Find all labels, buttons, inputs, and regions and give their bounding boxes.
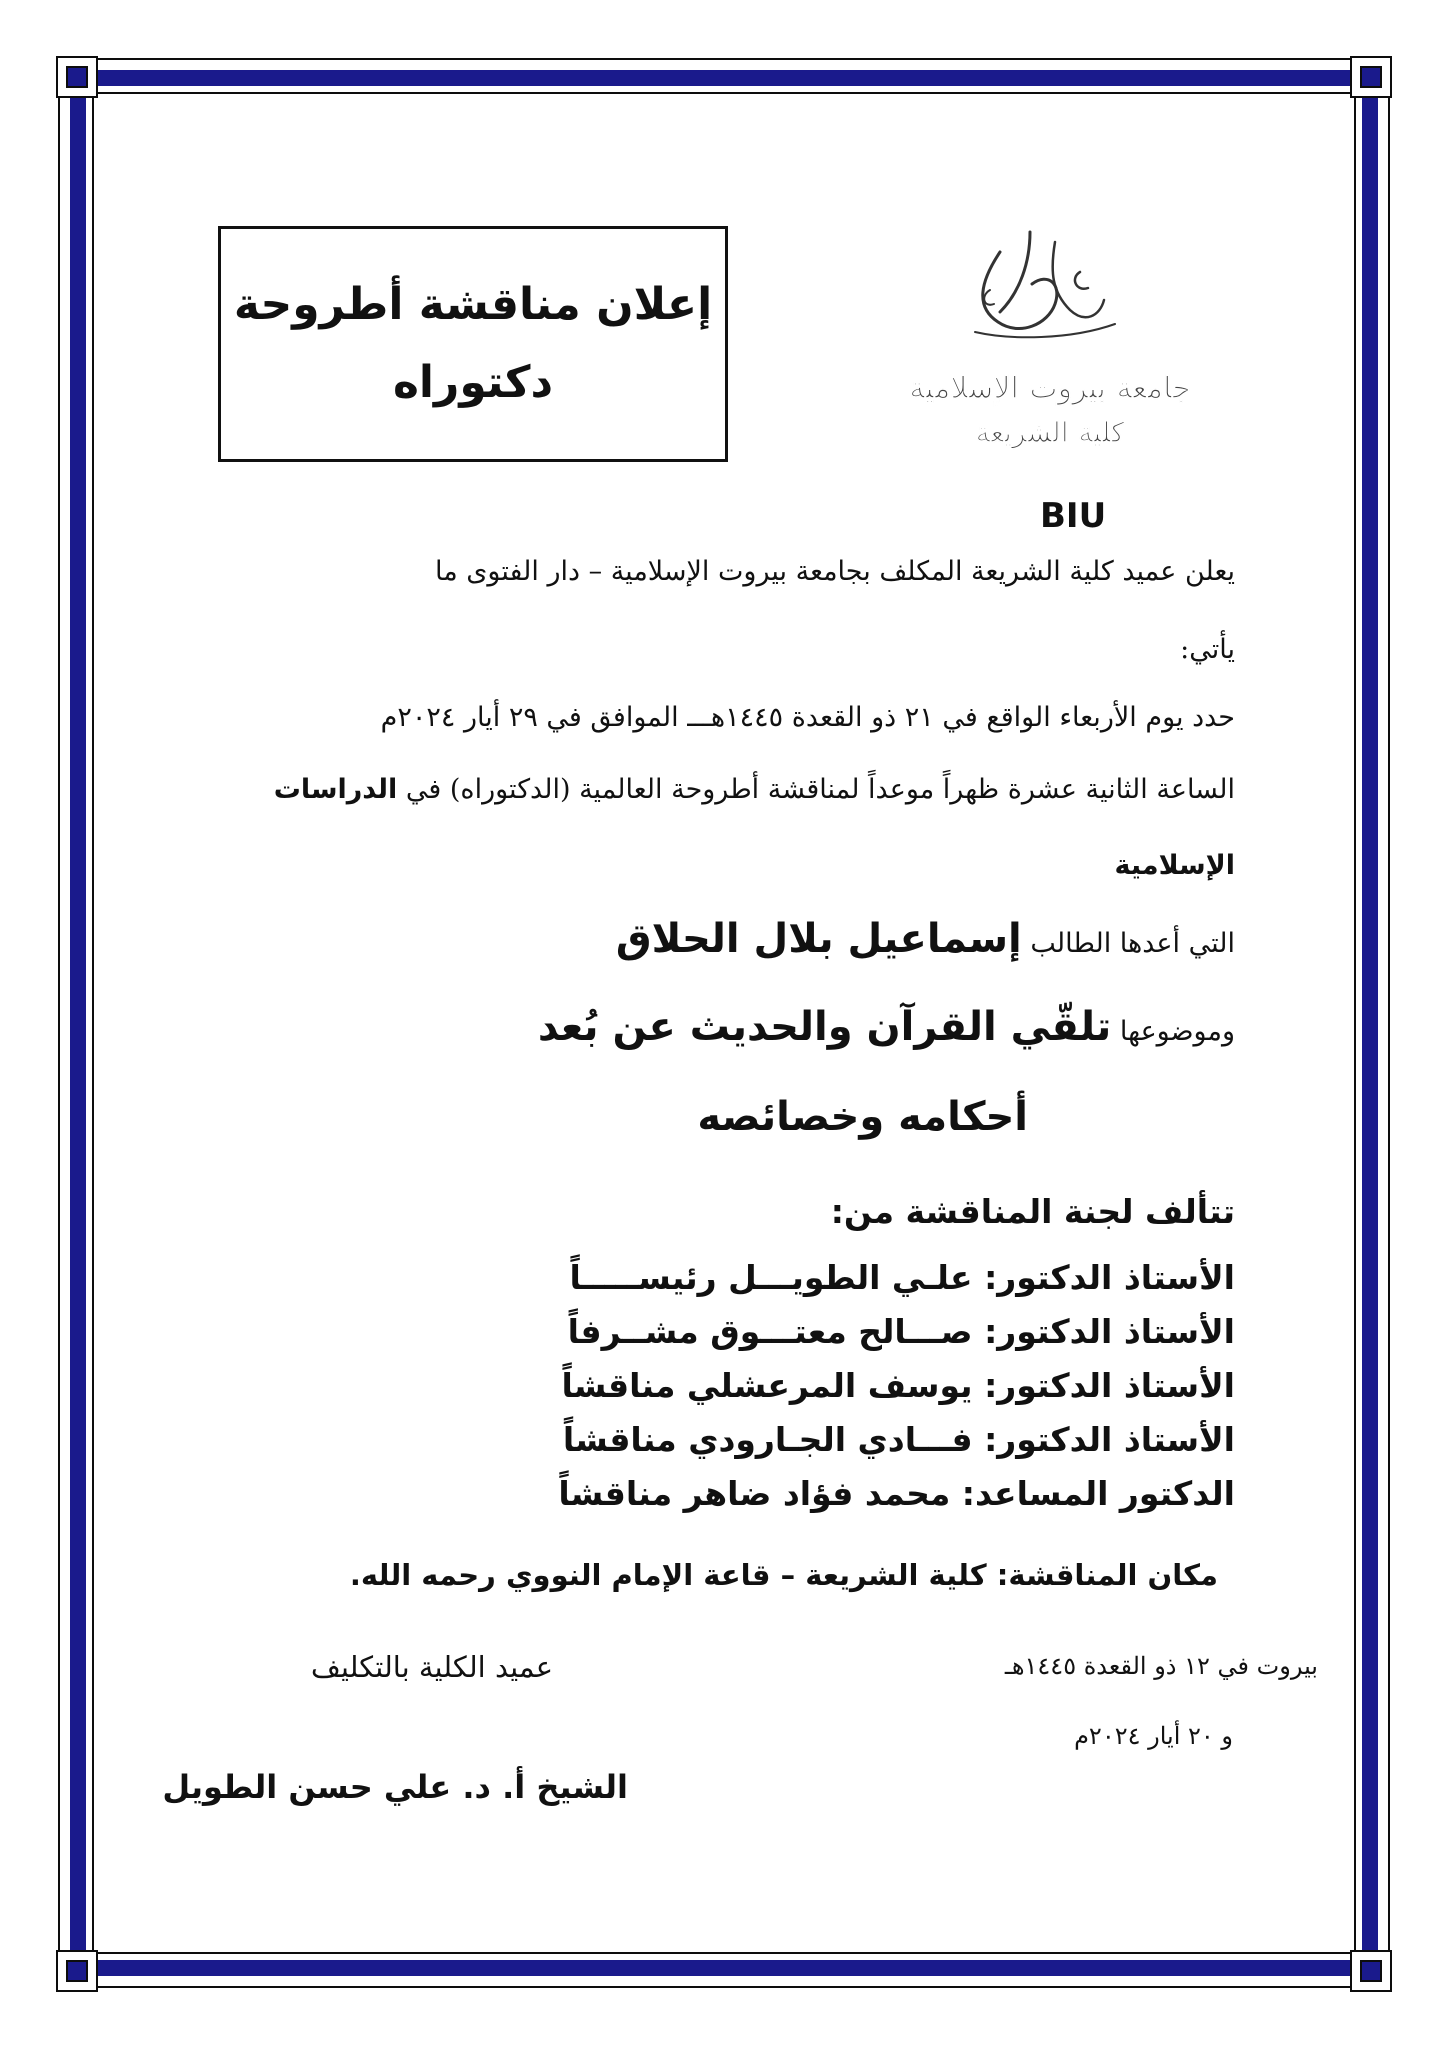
committee-member <box>569 1258 1235 1297</box>
student-line <box>616 916 1235 962</box>
corner-ornament-top-left <box>56 56 98 98</box>
topic-prefix: وموضوعها <box>1119 1016 1235 1047</box>
student-name: إسماعيل بلال الحلاق <box>615 916 1022 962</box>
date-gregorian: و ٢٠ أيار ٢٠٢٤م <box>1074 1722 1233 1750</box>
member-title: الأستاذ الدكتور: <box>984 1420 1235 1459</box>
logo-abbreviation: BIU <box>1040 496 1107 536</box>
corner-ornament-top-right <box>1350 56 1392 98</box>
topic-line <box>538 1004 1235 1050</box>
member-name-role: صـــالح معتـــوق مشــرفاً <box>567 1312 973 1351</box>
member-name-role: علـي الطويـــل رئيســـــاً <box>569 1258 973 1297</box>
member-title: الأستاذ الدكتور: <box>984 1258 1235 1297</box>
venue-line: مكان المناقشة: كلية الشريعة – قاعة الإمام النووي رحمه الله. <box>349 1558 1218 1592</box>
member-title: الأستاذ الدكتور: <box>984 1366 1235 1405</box>
member-name-role: يوسف المرعشلي مناقشاً <box>561 1366 973 1405</box>
title-line-2: دكتوراه <box>392 357 554 408</box>
announcement-title-box <box>218 226 728 462</box>
time-line <box>274 774 1235 805</box>
committee-member <box>558 1474 1235 1513</box>
logo-faculty-name: كلية الشريعة <box>975 416 1125 449</box>
university-logo <box>880 212 1220 462</box>
member-title: الدكتور المساعد: <box>961 1474 1235 1513</box>
place-date-hijri: بيروت في ١٢ ذو القعدة ١٤٤٥هـ <box>1004 1652 1318 1680</box>
committee-heading: تتألف لجنة المناقشة من: <box>830 1192 1235 1231</box>
committee-member <box>563 1420 1235 1459</box>
dean-title: عميد الكلية بالتكليف <box>310 1650 553 1684</box>
field-part-2: الإسلامية <box>1114 850 1235 881</box>
committee-member <box>562 1366 1235 1405</box>
field-part-1: الدراسات <box>273 774 398 805</box>
logo-university-name: جامعة بيروت الإسلامية <box>909 371 1191 406</box>
corner-ornament-bottom-right <box>1350 1950 1392 1992</box>
student-prefix: التي أعدها الطالب <box>1030 928 1235 959</box>
intro-line-2: يأتي: <box>1180 634 1235 665</box>
member-name-role: فـــادي الجـارودي مناقشاً <box>562 1420 973 1459</box>
topic-title-line-2: أحكامه وخصائصه <box>697 1094 1028 1140</box>
corner-ornament-bottom-left <box>56 1950 98 1992</box>
committee-member <box>568 1312 1235 1351</box>
member-name-role: محمد فؤاد ضاهر مناقشاً <box>558 1474 951 1513</box>
dean-name: الشيخ أ. د. علي حسن الطويل <box>162 1768 628 1806</box>
topic-title-line-1: تلقّي القرآن والحديث عن بُعد <box>537 1004 1112 1050</box>
title-line-1: إعلان مناقشة أطروحة <box>233 278 713 330</box>
time-line-text: الساعة الثانية عشرة ظهراً موعداً لمناقشة أطروحة العالمية (الدكتوراه) في <box>405 774 1235 805</box>
member-title: الأستاذ الدكتور: <box>984 1312 1235 1351</box>
date-line: حدد يوم الأربعاء الواقع في ٢١ ذو القعدة ١٤٤٥هـــ الموافق في ٢٩ أيار ٢٠٢٤م <box>380 702 1235 733</box>
intro-line-1: يعلن عميد كلية الشريعة المكلف بجامعة بيروت الإسلامية – دار الفتوى ما <box>435 556 1235 587</box>
